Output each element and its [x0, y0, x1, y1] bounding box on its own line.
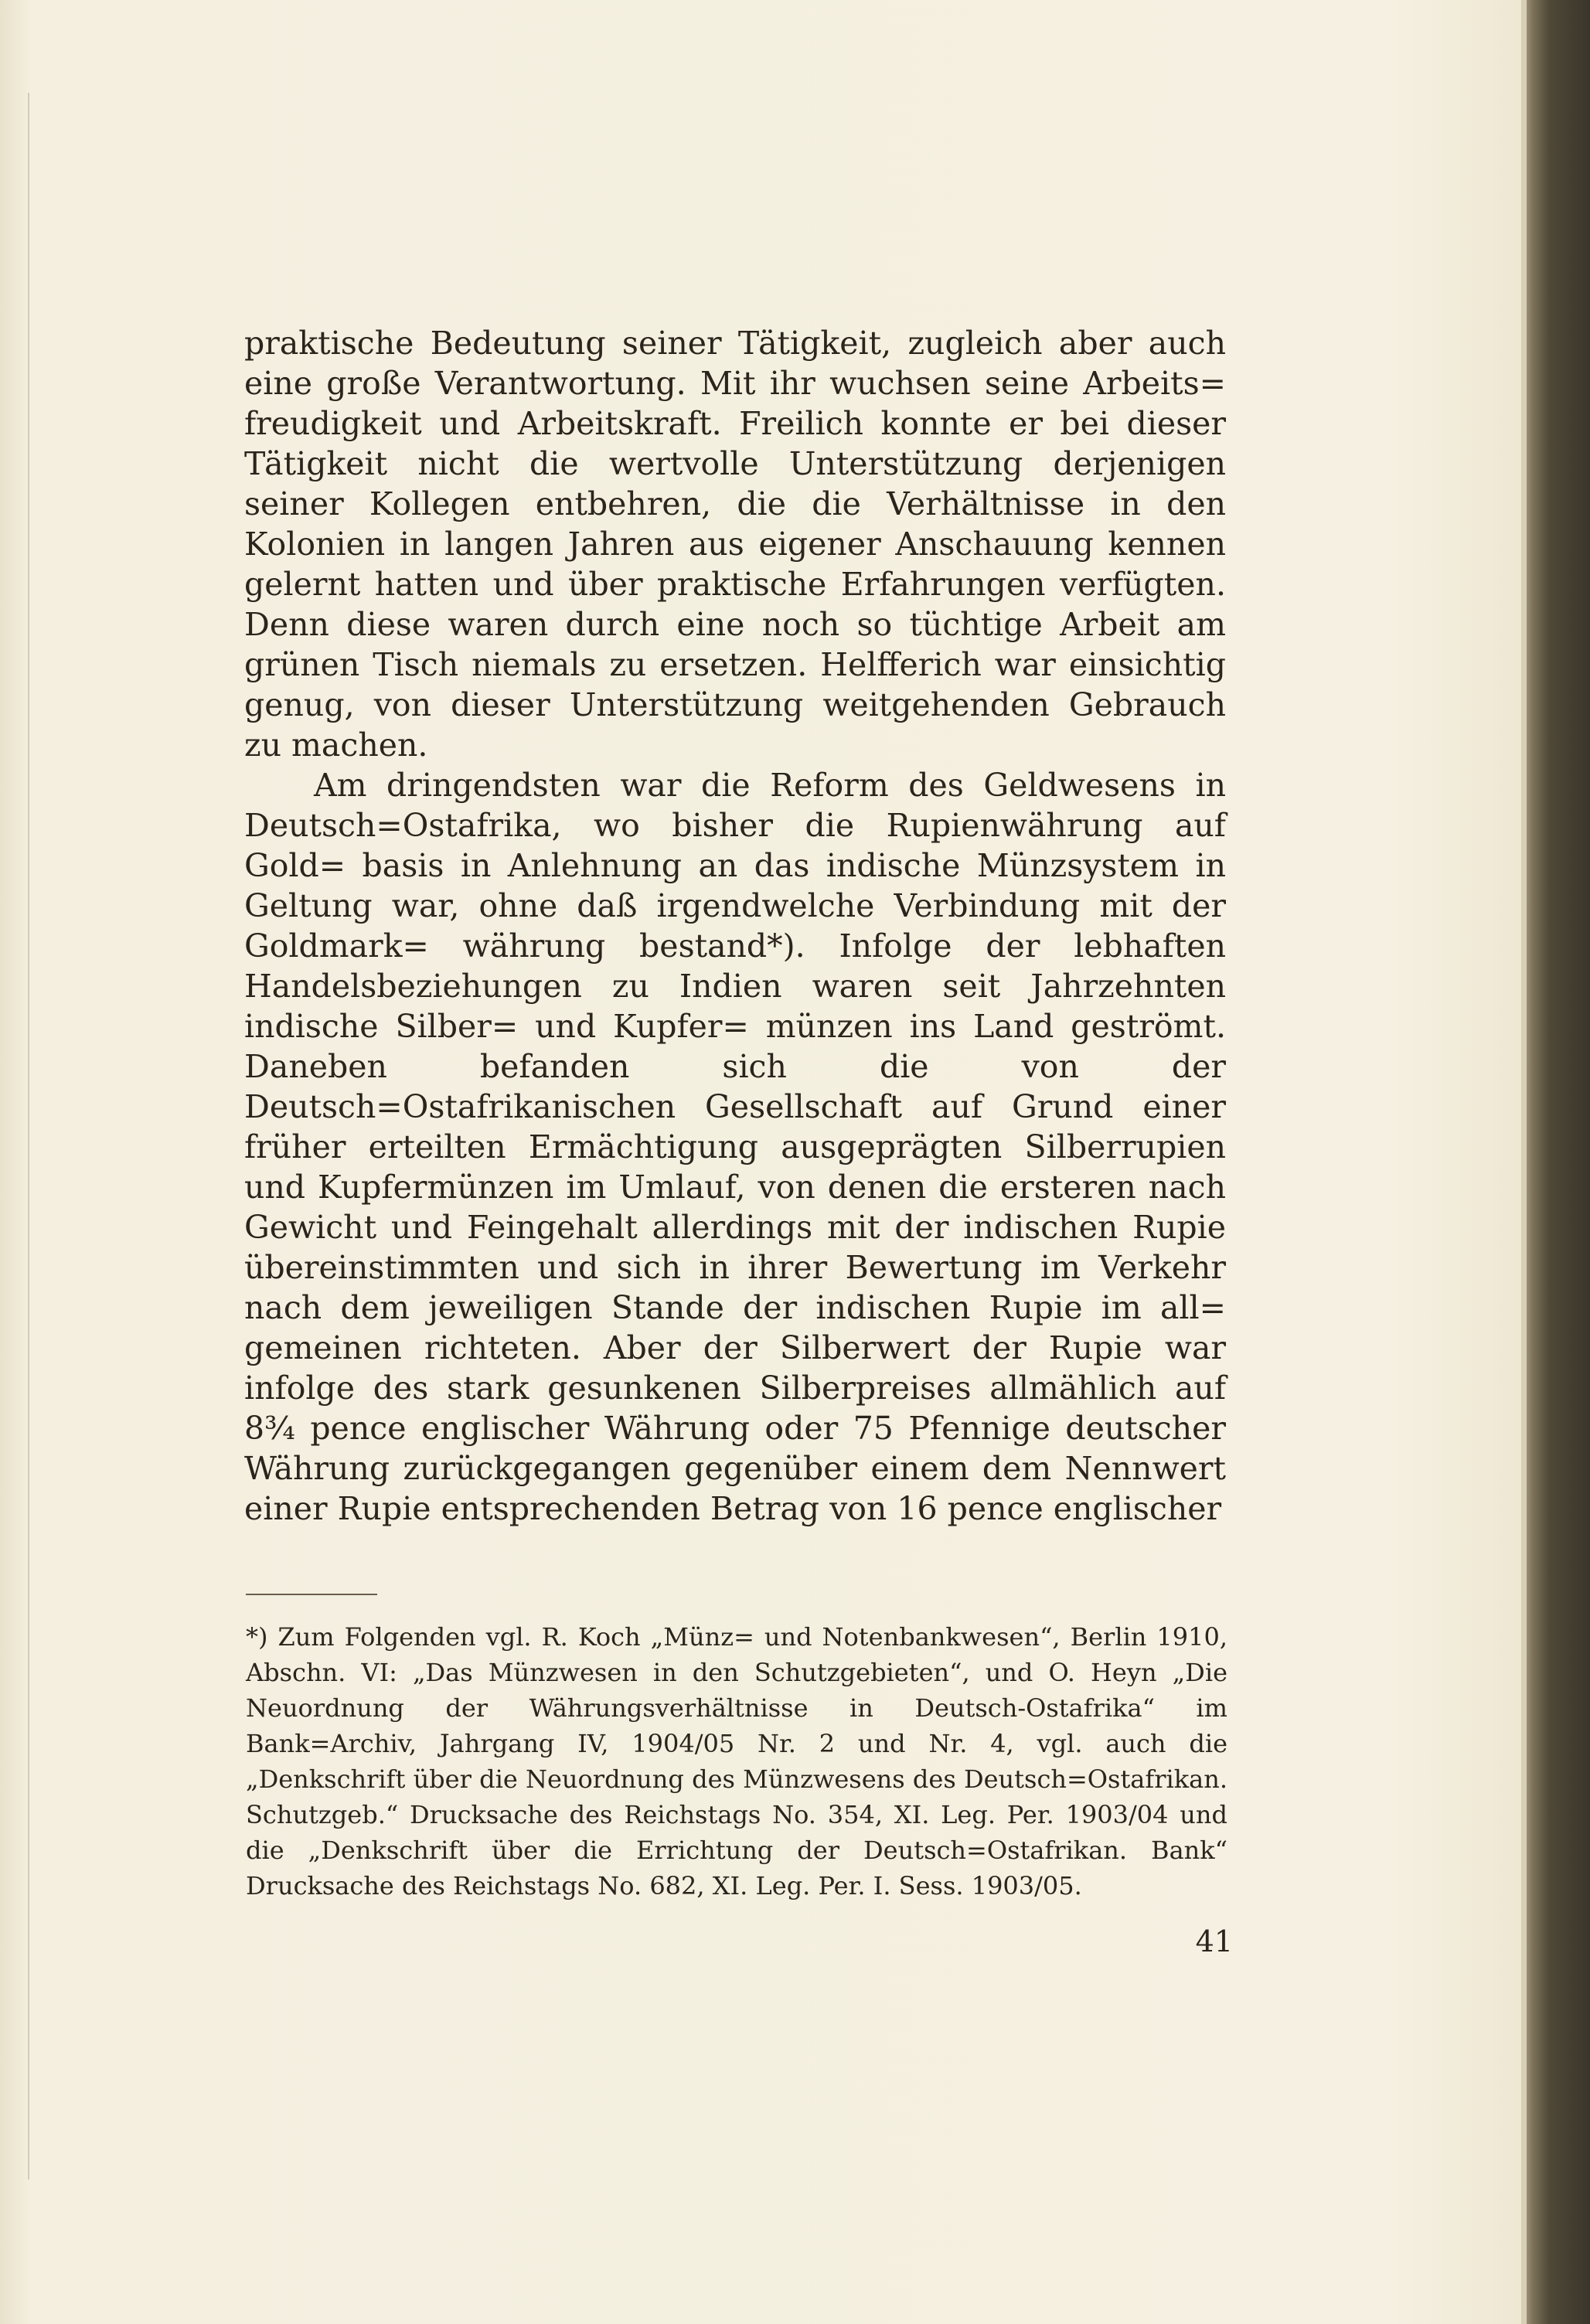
paragraph-1: praktische Bedeutung seiner Tätigkeit, zugleich aber auch eine große Verantwortung. Mit ihr wuchsen seine Arbeits= freudigkeit und Arbeitskraft. Freilich konnte er bei dieser Tätigkeit nicht die wertvolle Unterstützung derjenigen seiner Kollegen entbehren, die die Verhältnisse in den Kolonien in langen Jahren aus eigener Anschauung kennen gelernt hatten und über praktische Erfahrungen verfügten. Denn diese waren durch eine noch so tüchtige Arbeit am grünen Tisch niemals zu ersetzen. Helfferich war einsichtig genug, von dieser Unterstützung weitgehenden Gebrauch zu machen. [244, 325, 1226, 764]
footnote-separator [246, 1594, 377, 1595]
body-text [244, 323, 1226, 1529]
footnote: *) Zum Folgenden vgl. R. Koch „Münz= und Notenbankwesen“, Berlin 1910, Abschn. VI: „Das Münzwesen in den Schutzgebieten“, und O. Heyn „Die Neuordnung der Währungsverhältnisse in Deutsch-Ostafrika“ im Bank=Archiv, Jahrgang IV, 1904/05 Nr. 2 und Nr. 4, vgl. auch die „Denkschrift über die Neuordnung des Münzwesens des Deutsch=Ostafrikan. Schutzgeb.“ Drucksache des Reichstags No. 354, XI. Leg. Per. 1903/04 und die „Denkschrift über die Errichtung der Deutsch=Ostafrikan. Bank“ Drucksache des Reichstags No. 682, XI. Leg. Per. I. Sess. 1903/05. [246, 1622, 1227, 1900]
paragraph-2: Am dringendsten war die Reform des Geldwesens in Deutsch=Ostafrika, wo bisher die Rupienwährung auf Gold= basis in Anlehnung an das indische Münzsystem in Geltung war, ohne daß irgendwelche Verbindung mit der Goldmark= währung bestand*). Infolge der lebhaften Handelsbeziehungen zu Indien waren seit Jahrzehnten indische Silber= und Kupfer= münzen ins Land geströmt. Daneben befanden sich die von der Deutsch=Ostafrikanischen Gesellschaft auf Grund einer früher erteilten Ermächtigung ausgeprägten Silberrupien und Kupfermünzen im Umlauf, von denen die ersteren nach Gewicht und Feingehalt allerdings mit der indischen Rupie übereinstimmten und sich in ihrer Bewertung im Verkehr nach dem jeweiligen Stande der indischen Rupie im all= gemeinen richteten. Aber der Silberwert der Rupie war infolge des stark gesunkenen Silberpreises allmählich auf 8¾ pence englischer Währung oder 75 Pfennige deutscher Währung zurückgegangen gegenüber einem dem Nennwert einer Rupie entsprechenden Betrag von 16 pence englischer [244, 767, 1226, 1527]
page-gutter-shadow [28, 93, 29, 2179]
page-number: 41 [1195, 1924, 1233, 1958]
book-cover-edge [1527, 0, 1590, 2324]
